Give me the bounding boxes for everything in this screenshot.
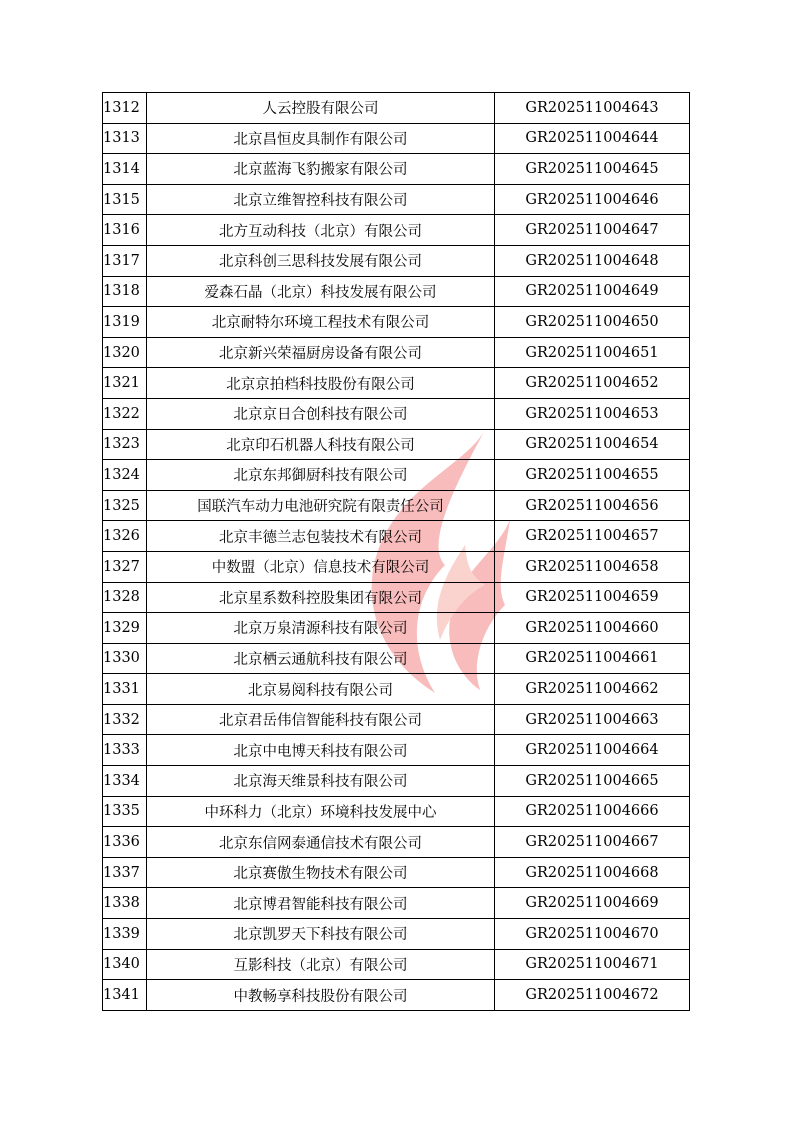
row-number-cell: 1328 xyxy=(103,582,147,613)
table-row xyxy=(103,796,690,827)
certificate-code-cell: GR202511004654 xyxy=(495,429,690,460)
row-number-cell: 1322 xyxy=(103,398,147,429)
company-name-cell: 北京昌恒皮具制作有限公司 xyxy=(147,123,495,154)
table-row xyxy=(103,184,690,215)
table-row xyxy=(103,582,690,613)
company-name-cell: 北京丰德兰志包装技术有限公司 xyxy=(147,521,495,552)
table-row xyxy=(103,154,690,185)
row-number-cell: 1336 xyxy=(103,827,147,858)
table-row xyxy=(103,337,690,368)
company-name-cell: 北京新兴荣福厨房设备有限公司 xyxy=(147,337,495,368)
company-name-cell: 北京中电博天科技有限公司 xyxy=(147,735,495,766)
company-name-cell: 爱森石晶（北京）科技发展有限公司 xyxy=(147,276,495,307)
table-row xyxy=(103,123,690,154)
certificate-code-cell: GR202511004643 xyxy=(495,93,690,124)
row-number-cell: 1324 xyxy=(103,460,147,491)
table-row xyxy=(103,888,690,919)
row-number-cell: 1325 xyxy=(103,490,147,521)
row-number-cell: 1320 xyxy=(103,337,147,368)
row-number-cell: 1314 xyxy=(103,154,147,185)
row-number-cell: 1331 xyxy=(103,674,147,705)
certificate-code-cell: GR202511004645 xyxy=(495,154,690,185)
certificate-code-cell: GR202511004670 xyxy=(495,919,690,950)
company-name-cell: 中数盟（北京）信息技术有限公司 xyxy=(147,551,495,582)
table-row xyxy=(103,398,690,429)
certificate-code-cell: GR202511004656 xyxy=(495,490,690,521)
row-number-cell: 1340 xyxy=(103,949,147,980)
company-name-cell: 北京凯罗天下科技有限公司 xyxy=(147,919,495,950)
certificate-code-cell: GR202511004661 xyxy=(495,643,690,674)
table-row xyxy=(103,490,690,521)
row-number-cell: 1332 xyxy=(103,704,147,735)
table-row xyxy=(103,919,690,950)
company-name-cell: 北京博君智能科技有限公司 xyxy=(147,888,495,919)
row-number-cell: 1327 xyxy=(103,551,147,582)
registry-table-body xyxy=(103,93,690,1011)
table-row xyxy=(103,766,690,797)
certificate-code-cell: GR202511004664 xyxy=(495,735,690,766)
table-row xyxy=(103,368,690,399)
certificate-code-cell: GR202511004660 xyxy=(495,613,690,644)
company-name-cell: 人云控股有限公司 xyxy=(147,93,495,124)
certificate-code-cell: GR202511004646 xyxy=(495,184,690,215)
table-row xyxy=(103,735,690,766)
certificate-code-cell: GR202511004650 xyxy=(495,307,690,338)
row-number-cell: 1338 xyxy=(103,888,147,919)
row-number-cell: 1333 xyxy=(103,735,147,766)
row-number-cell: 1323 xyxy=(103,429,147,460)
row-number-cell: 1341 xyxy=(103,980,147,1011)
certificate-code-cell: GR202511004647 xyxy=(495,215,690,246)
company-name-cell: 北京东邦御厨科技有限公司 xyxy=(147,460,495,491)
table-row xyxy=(103,245,690,276)
certificate-code-cell: GR202511004644 xyxy=(495,123,690,154)
certificate-code-cell: GR202511004648 xyxy=(495,245,690,276)
table-row xyxy=(103,949,690,980)
company-name-cell: 北京印石机器人科技有限公司 xyxy=(147,429,495,460)
certificate-code-cell: GR202511004657 xyxy=(495,521,690,552)
certificate-code-cell: GR202511004662 xyxy=(495,674,690,705)
company-name-cell: 北京易阅科技有限公司 xyxy=(147,674,495,705)
company-name-cell: 互影科技（北京）有限公司 xyxy=(147,949,495,980)
table-row xyxy=(103,276,690,307)
table-row xyxy=(103,704,690,735)
table-row xyxy=(103,613,690,644)
row-number-cell: 1317 xyxy=(103,245,147,276)
company-name-cell: 北京京拍档科技股份有限公司 xyxy=(147,368,495,399)
company-name-cell: 北京万泉清源科技有限公司 xyxy=(147,613,495,644)
table-row xyxy=(103,551,690,582)
company-name-cell: 北京海天维景科技有限公司 xyxy=(147,766,495,797)
certificate-code-cell: GR202511004669 xyxy=(495,888,690,919)
row-number-cell: 1326 xyxy=(103,521,147,552)
row-number-cell: 1334 xyxy=(103,766,147,797)
table-row xyxy=(103,827,690,858)
row-number-cell: 1315 xyxy=(103,184,147,215)
company-name-cell: 北京蓝海飞豹搬家有限公司 xyxy=(147,154,495,185)
certificate-code-cell: GR202511004672 xyxy=(495,980,690,1011)
certificate-code-cell: GR202511004666 xyxy=(495,796,690,827)
company-name-cell: 北京君岳伟信智能科技有限公司 xyxy=(147,704,495,735)
company-name-cell: 中环科力（北京）环境科技发展中心 xyxy=(147,796,495,827)
table-row xyxy=(103,674,690,705)
company-name-cell: 北京赛傲生物技术有限公司 xyxy=(147,857,495,888)
certificate-code-cell: GR202511004655 xyxy=(495,460,690,491)
row-number-cell: 1329 xyxy=(103,613,147,644)
row-number-cell: 1319 xyxy=(103,307,147,338)
certificate-code-cell: GR202511004651 xyxy=(495,337,690,368)
certificate-code-cell: GR202511004663 xyxy=(495,704,690,735)
company-name-cell: 北京立维智控科技有限公司 xyxy=(147,184,495,215)
certificate-code-cell: GR202511004668 xyxy=(495,857,690,888)
table-row xyxy=(103,643,690,674)
certificate-code-cell: GR202511004653 xyxy=(495,398,690,429)
certificate-code-cell: GR202511004659 xyxy=(495,582,690,613)
certificate-code-cell: GR202511004652 xyxy=(495,368,690,399)
row-number-cell: 1313 xyxy=(103,123,147,154)
table-row xyxy=(103,429,690,460)
company-name-cell: 中教畅享科技股份有限公司 xyxy=(147,980,495,1011)
company-name-cell: 国联汽车动力电池研究院有限责任公司 xyxy=(147,490,495,521)
row-number-cell: 1318 xyxy=(103,276,147,307)
table-row xyxy=(103,307,690,338)
company-name-cell: 北京栖云通航科技有限公司 xyxy=(147,643,495,674)
row-number-cell: 1337 xyxy=(103,857,147,888)
row-number-cell: 1312 xyxy=(103,93,147,124)
certificate-code-cell: GR202511004665 xyxy=(495,766,690,797)
registry-table xyxy=(102,92,690,1011)
certificate-code-cell: GR202511004667 xyxy=(495,827,690,858)
row-number-cell: 1321 xyxy=(103,368,147,399)
certificate-code-cell: GR202511004649 xyxy=(495,276,690,307)
row-number-cell: 1335 xyxy=(103,796,147,827)
company-name-cell: 北方互动科技（北京）有限公司 xyxy=(147,215,495,246)
company-name-cell: 北京东信网泰通信技术有限公司 xyxy=(147,827,495,858)
row-number-cell: 1330 xyxy=(103,643,147,674)
table-row xyxy=(103,857,690,888)
table-row xyxy=(103,980,690,1011)
table-row xyxy=(103,215,690,246)
company-name-cell: 北京科创三思科技发展有限公司 xyxy=(147,245,495,276)
table-row xyxy=(103,460,690,491)
certificate-code-cell: GR202511004658 xyxy=(495,551,690,582)
row-number-cell: 1339 xyxy=(103,919,147,950)
company-name-cell: 北京耐特尔环境工程技术有限公司 xyxy=(147,307,495,338)
table-row xyxy=(103,521,690,552)
certificate-code-cell: GR202511004671 xyxy=(495,949,690,980)
row-number-cell: 1316 xyxy=(103,215,147,246)
company-name-cell: 北京星系数科控股集团有限公司 xyxy=(147,582,495,613)
company-name-cell: 北京京日合创科技有限公司 xyxy=(147,398,495,429)
table-row xyxy=(103,93,690,124)
